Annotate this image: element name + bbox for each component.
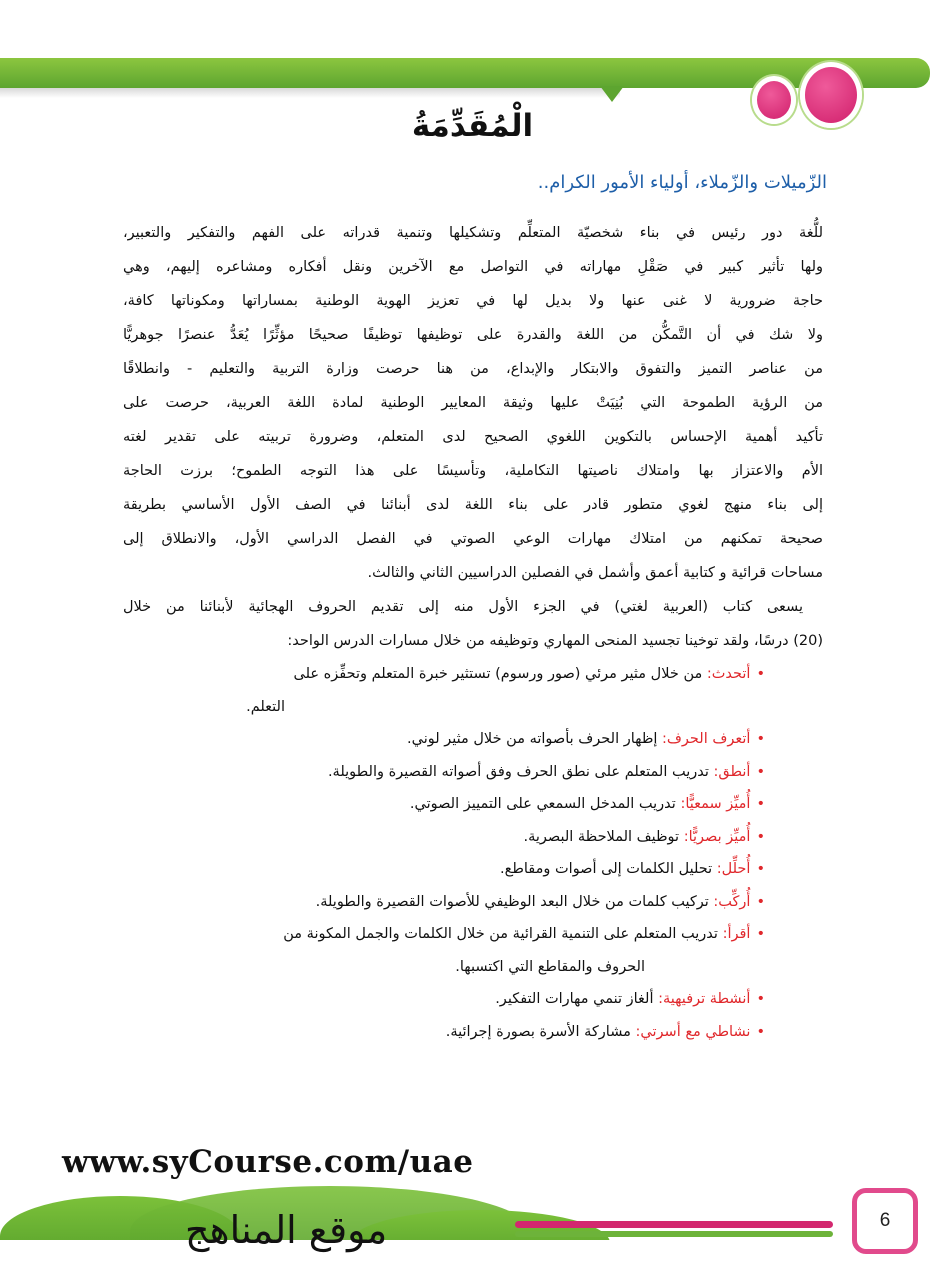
- bullet-item: [123, 756, 765, 789]
- paragraph-line: صحيحة تمكنهم من امتلاك مهارات الوعي الصوتي في الفصل الدراسي الأول، والانطلاق إلى: [123, 531, 823, 547]
- page-title: الْمُقَدِّمَةُ: [411, 108, 534, 144]
- bullet-item: [123, 821, 765, 854]
- bullet-item: [123, 918, 765, 983]
- bullet-icon: •: [756, 731, 765, 747]
- paragraph-line: يسعى كتاب (العربية لغتي) في الجزء الأول منه إلى تقديم الحروف الهجائية لأبنائنا من خلال: [123, 599, 803, 615]
- paragraph-line: الأم والاعتزاز بها وامتلاك ناصيتها التكاملية، وتأسيسًا على هذا التوجه الطموح؛ برزت الحاجة: [123, 463, 823, 479]
- bullet-icon: •: [756, 763, 765, 780]
- paragraph-line: تأكيد أهمية الإحساس بالتكوين اللغوي الصحيح لدى المتعلم، وضرورة تربيته على تقدير لغته: [123, 429, 823, 445]
- bullet-icon: •: [756, 926, 765, 942]
- header-band-shadow: [0, 88, 620, 98]
- bullet-item: [123, 853, 765, 886]
- bullet-label: أنشطة ترفيهية:: [658, 991, 751, 1007]
- paragraph-line: من الرؤية الطموحة التي بُنِيَتْ عليها وثيقة المعايير الوطنية لمادة اللغة العربية، حرصت على: [123, 395, 823, 411]
- bullet-list: [123, 658, 765, 1048]
- bullet-label: أُميِّز سمعيًّا:: [680, 796, 751, 812]
- bullet-text: تدريب المتعلم على التنمية القرائية من خلال الكلمات والجمل المكونة من: [283, 926, 723, 942]
- paragraph-line: ولها تأثير كبير في صَقْلِ مهاراته في التواصل مع الآخرين ونقل أفكاره ومشاعره إليهم، وهي: [123, 259, 823, 275]
- bullet-item: [123, 1016, 765, 1049]
- footer-pink-line: [515, 1221, 833, 1228]
- paragraph-line: حاجة ضرورية لا غنى عنها ولا بديل لها في تعزيز الهوية الوطنية بمساراتها ومكوناتها كافة،: [123, 293, 823, 309]
- bullet-label: أقرأ:: [722, 926, 751, 942]
- footer-base: [0, 1240, 945, 1276]
- body-content: [123, 216, 823, 1048]
- bullet-item: [123, 723, 765, 756]
- bullet-continuation: التعلم.: [246, 698, 285, 715]
- bullet-label: أُركِّب:: [713, 893, 751, 910]
- bullet-icon: •: [756, 828, 765, 845]
- bullet-icon: •: [756, 893, 765, 910]
- header-band-tip: [600, 86, 624, 102]
- bullet-text: من خلال مثير مرئي (صور ورسوم) تستثير خبرة المتعلم وتحفِّزه على: [293, 666, 707, 682]
- bullet-icon: •: [756, 666, 765, 682]
- paragraph-line: إلى بناء منهج لغوي متطور قادر على بناء اللغة لدى أبنائنا في الصف الأول الأساسي بطريقة: [123, 497, 823, 513]
- bullet-icon: •: [756, 1023, 765, 1040]
- bullet-text: ألغاز تنمي مهارات التفكير.: [495, 991, 659, 1007]
- bullet-text: مشاركة الأسرة بصورة إجرائية.: [445, 1023, 636, 1040]
- bullet-label: أتعرف الحرف:: [662, 731, 751, 747]
- bullet-item: [123, 983, 765, 1016]
- footer-site-name: موقع المناهج: [185, 1208, 388, 1252]
- bullet-continuation: الحروف والمقاطع التي اكتسبها.: [455, 958, 645, 975]
- bullet-text: تدريب المتعلم على نطق الحرف وفق أصواته القصيرة والطويلة.: [327, 763, 714, 780]
- bullet-label: نشاطي مع أسرتي:: [635, 1023, 751, 1040]
- paragraph-line: (20) درسًا، ولقد توخينا تجسيد المنحى المهاري وتوظيفه من خلال مسارات الدرس الواحد:: [287, 633, 823, 649]
- bullet-label: أنطق:: [713, 763, 751, 780]
- bullet-label: أُحلِّل:: [716, 861, 751, 877]
- bullet-text: تدريب المدخل السمعي على التمييز الصوتي.: [409, 796, 681, 812]
- bullet-text: تحليل الكلمات إلى أصوات ومقاطع.: [500, 861, 717, 877]
- bullet-text: تركيب كلمات من خلال البعد الوظيفي للأصوات القصيرة والطويلة.: [315, 893, 714, 910]
- paragraph-line: ولا شك في أن التَّمكُّن من اللغة والقدرة على توظيفها توظيفًا صحيحًا مؤثِّرًا يُعَدُّ عنصرًا جوهريًّا: [123, 327, 823, 343]
- paragraph-line: من عناصر التميز والتفوق والابتكار والإبداع، من هنا حرصت وزارة التربية والتعليم - وانطلاقًا: [123, 361, 823, 377]
- page-subtitle: الزّميلات والزّملاء، أولياء الأمور الكرام..: [537, 172, 827, 193]
- footer-url: www.syCourse.com/uae: [62, 1144, 474, 1180]
- bullet-item: [123, 788, 765, 821]
- bullet-label: أُميِّز بصريًّا:: [683, 828, 751, 845]
- bullet-label: أتحدث:: [706, 666, 751, 682]
- page-number-badge: 6: [852, 1188, 918, 1254]
- bullet-text: إظهار الحرف بأصواته من خلال مثير لوني.: [407, 731, 662, 747]
- bullet-icon: •: [756, 991, 765, 1007]
- bullet-item: [123, 886, 765, 919]
- bullet-item: [123, 658, 765, 723]
- body-text: [123, 216, 823, 658]
- bullet-icon: •: [756, 861, 765, 877]
- bullet-text: توظيف الملاحظة البصرية.: [523, 828, 684, 845]
- paragraph-line: للُّغة دور رئيس في بناء شخصيّة المتعلِّم وتشكيلها وتنمية قدراته على الفهم والتفكير والتعبير،: [123, 225, 823, 241]
- bullet-icon: •: [756, 796, 765, 812]
- footer-green-line: [515, 1231, 833, 1237]
- paragraph-line: مساحات قرائية و كتابية أعمق وأشمل في الفصلين الدراسيين الثاني والثالث.: [367, 565, 823, 581]
